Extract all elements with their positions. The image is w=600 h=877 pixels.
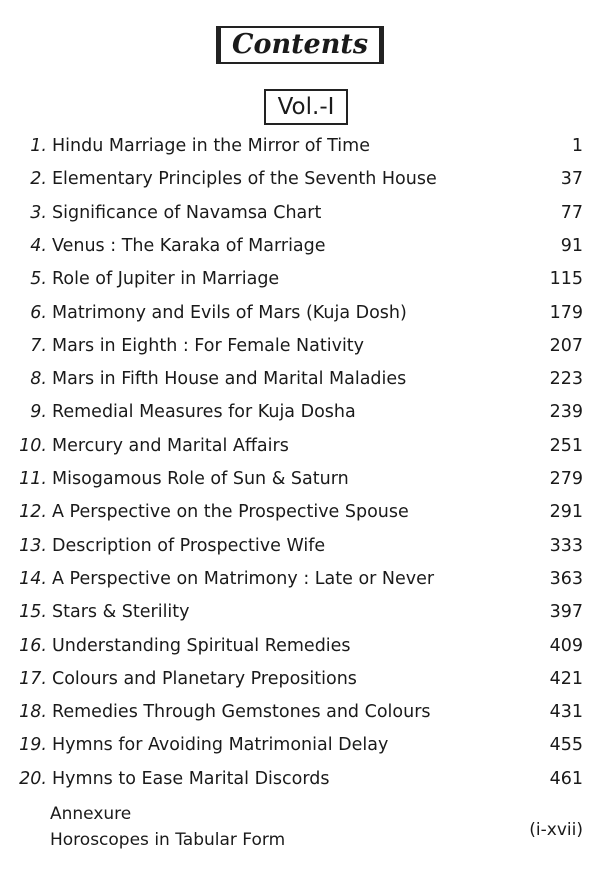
entry-title: Elementary Principles of the Seventh House — [52, 169, 437, 190]
entry-number: 12. — [19, 502, 47, 523]
toc-entry — [0, 136, 600, 166]
entry-title: Mars in Fifth House and Marital Maladies — [52, 369, 407, 390]
toc-entry — [0, 303, 600, 333]
toc-entry — [0, 169, 600, 199]
entry-page: 421 — [549, 668, 583, 689]
toc-entry — [0, 269, 600, 299]
entry-page: 333 — [549, 535, 583, 556]
entry-page: 461 — [549, 768, 583, 789]
volume-label: Vol.-I — [264, 89, 348, 125]
entry-title: Venus : The Karaka of Marriage — [52, 235, 326, 256]
entry-page: 279 — [549, 469, 583, 489]
toc-entry — [0, 203, 600, 233]
entry-title: Hymns to Ease Marital Discords — [52, 768, 330, 789]
entry-number: 13. — [19, 535, 47, 556]
entry-page: 251 — [549, 435, 583, 456]
entry-title: Significance of Navamsa Chart — [52, 202, 322, 223]
entry-title: A Perspective on Matrimony : Late or Never — [52, 568, 435, 589]
toc-entry — [0, 369, 600, 399]
toc-entry — [0, 702, 600, 732]
entry-number: 6. — [30, 302, 47, 323]
entry-title: Mercury and Marital Affairs — [52, 435, 289, 456]
entry-number: 2. — [30, 169, 47, 190]
entry-page: 455 — [549, 735, 583, 756]
annexure-page: (i-xvii) — [529, 820, 583, 840]
entry-page: 409 — [549, 635, 583, 656]
entry-page: 37 — [560, 169, 583, 190]
entry-number: 10. — [19, 435, 47, 456]
entry-title: Hindu Marriage in the Mirror of Time — [52, 136, 370, 156]
toc-entry — [0, 336, 600, 366]
entry-page: 397 — [549, 602, 583, 623]
toc-entry — [0, 402, 600, 432]
entry-title: Remedies Through Gemstones and Colours — [52, 702, 431, 723]
entry-page: 115 — [549, 269, 583, 290]
entry-number: 3. — [30, 202, 47, 223]
entry-title: Remedial Measures for Kuja Dosha — [52, 402, 356, 423]
entry-number: 16. — [19, 635, 47, 656]
entry-number: 17. — [19, 668, 47, 689]
toc-entry — [0, 469, 600, 499]
entry-title: Stars & Sterility — [52, 602, 190, 623]
entry-page: 431 — [549, 702, 583, 723]
entry-title: A Perspective on the Prospective Spouse — [52, 502, 409, 523]
toc-entry — [0, 769, 600, 799]
entry-page: 179 — [549, 302, 583, 323]
toc-entry — [0, 569, 600, 599]
entry-number: 18. — [19, 702, 47, 723]
entry-page: 239 — [549, 402, 583, 423]
contents-heading: Contents — [216, 26, 384, 64]
annexure-label: Annexure — [50, 804, 132, 824]
toc-entry — [0, 502, 600, 532]
entry-number: 19. — [19, 735, 47, 756]
entry-page: 1 — [571, 136, 583, 156]
toc-entry — [0, 536, 600, 566]
entry-number: 15. — [19, 602, 47, 623]
entry-title: Mars in Eighth : For Female Nativity — [52, 335, 365, 356]
entry-page: 291 — [549, 502, 583, 523]
entry-page: 223 — [549, 369, 583, 390]
toc-entry — [0, 602, 600, 632]
toc-entry — [0, 236, 600, 266]
entry-number: 1. — [30, 136, 47, 156]
entry-number: 11. — [19, 469, 47, 489]
toc-entry — [0, 436, 600, 466]
entry-number: 4. — [30, 235, 47, 256]
entry-title: Misogamous Role of Sun & Saturn — [52, 469, 349, 489]
entry-title: Matrimony and Evils of Mars (Kuja Dosh) — [52, 302, 407, 323]
entry-page: 91 — [560, 235, 583, 256]
toc-entry — [0, 636, 600, 666]
entry-number: 20. — [19, 768, 47, 789]
entry-page: 207 — [549, 335, 583, 356]
entry-title: Hymns for Avoiding Matrimonial Delay — [52, 735, 389, 756]
entry-number: 9. — [30, 402, 47, 423]
entry-title: Colours and Planetary Prepositions — [52, 668, 357, 689]
toc-entry — [0, 735, 600, 765]
entry-title: Description of Prospective Wife — [52, 535, 326, 556]
entry-number: 8. — [30, 369, 47, 390]
annexure-title: Horoscopes in Tabular Form — [50, 830, 286, 850]
entry-title: Understanding Spiritual Remedies — [52, 635, 351, 656]
toc-entry — [0, 669, 600, 699]
entry-title: Role of Jupiter in Marriage — [52, 269, 280, 290]
entry-page: 77 — [560, 202, 583, 223]
entry-number: 5. — [30, 269, 47, 290]
entry-number: 14. — [19, 568, 47, 589]
entry-number: 7. — [30, 335, 47, 356]
entry-page: 363 — [549, 568, 583, 589]
